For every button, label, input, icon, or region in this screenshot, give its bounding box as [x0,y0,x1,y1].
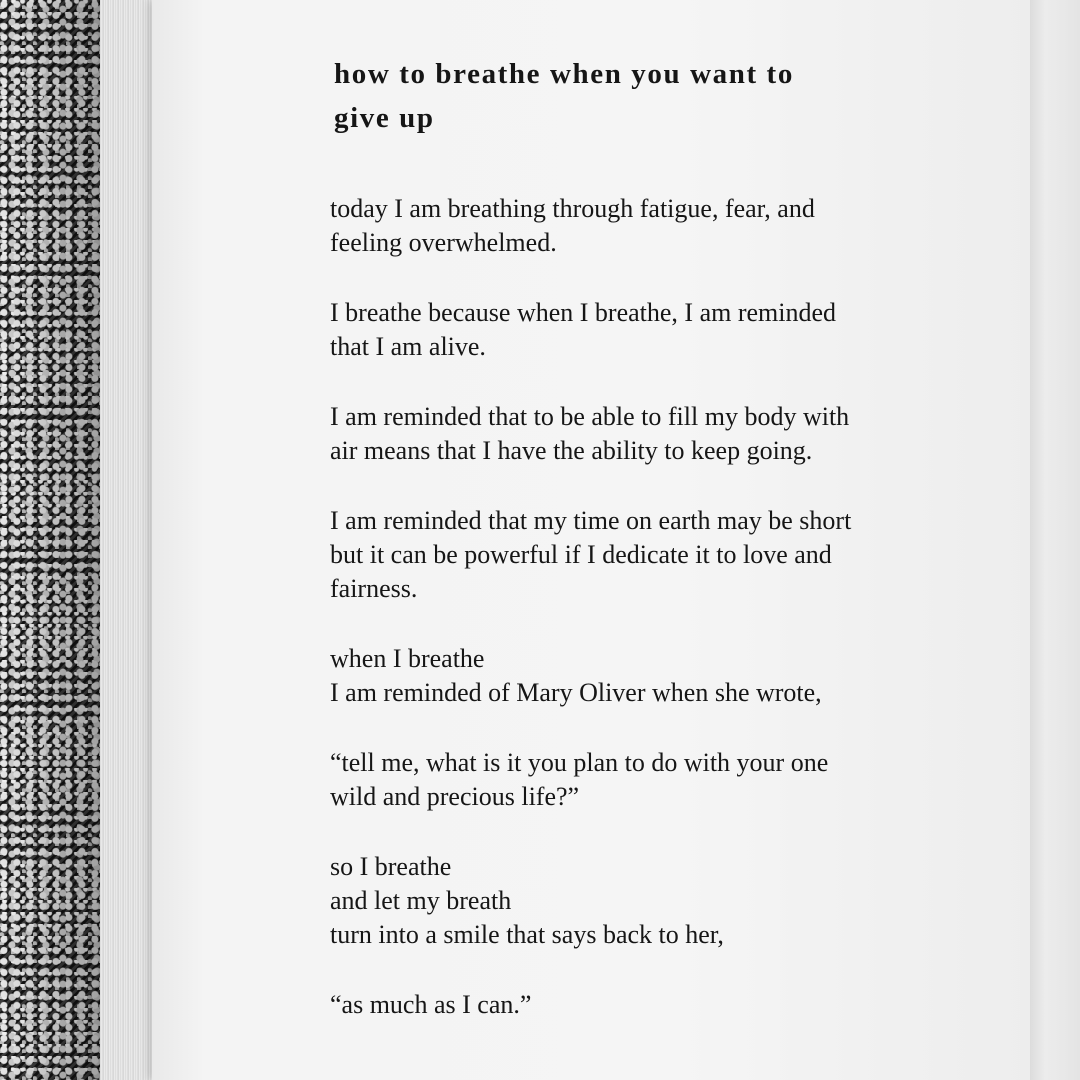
poem-line: today I am breathing through fatigue, fear, and [330,194,815,223]
stanza [330,192,930,260]
fabric-background [0,0,115,1080]
poem-line: that I am alive. [330,332,486,361]
poem-line: “as much as I can.” [330,990,532,1019]
stanza [330,296,930,364]
page-stack-edges [100,0,160,1080]
poem-line: and let my breath [330,886,512,915]
stanza [330,850,930,952]
poem-line: when I breathe [330,644,485,673]
poem-line: “tell me, what is it you plan to do with your one [330,748,829,777]
poem-title [334,52,930,140]
poem-line: wild and precious life?” [330,782,580,811]
poem-line: turn into a smile that says back to her, [330,920,724,949]
stanza [330,746,930,814]
title-line: how to breathe when you want to [334,58,794,90]
poem-line: fairness. [330,574,418,603]
poem-line: air means that I have the ability to keep going. [330,436,813,465]
title-line: give up [334,102,435,134]
poem-line: feeling overwhelmed. [330,228,557,257]
stanza [330,504,930,606]
poem-line: so I breathe [330,852,452,881]
poem-line: I breathe because when I breathe, I am reminded [330,298,837,327]
poem-line: I am reminded of Mary Oliver when she wrote, [330,678,822,707]
poem-content [330,52,930,1058]
stanza [330,642,930,710]
poem-line: I am reminded that to be able to fill my body with [330,402,850,431]
page-right-edge [1030,0,1080,1080]
poem-line: but it can be powerful if I dedicate it to love and [330,540,832,569]
poem-line: I am reminded that my time on earth may be short [330,506,852,535]
stanza [330,400,930,468]
stanza [330,988,930,1022]
